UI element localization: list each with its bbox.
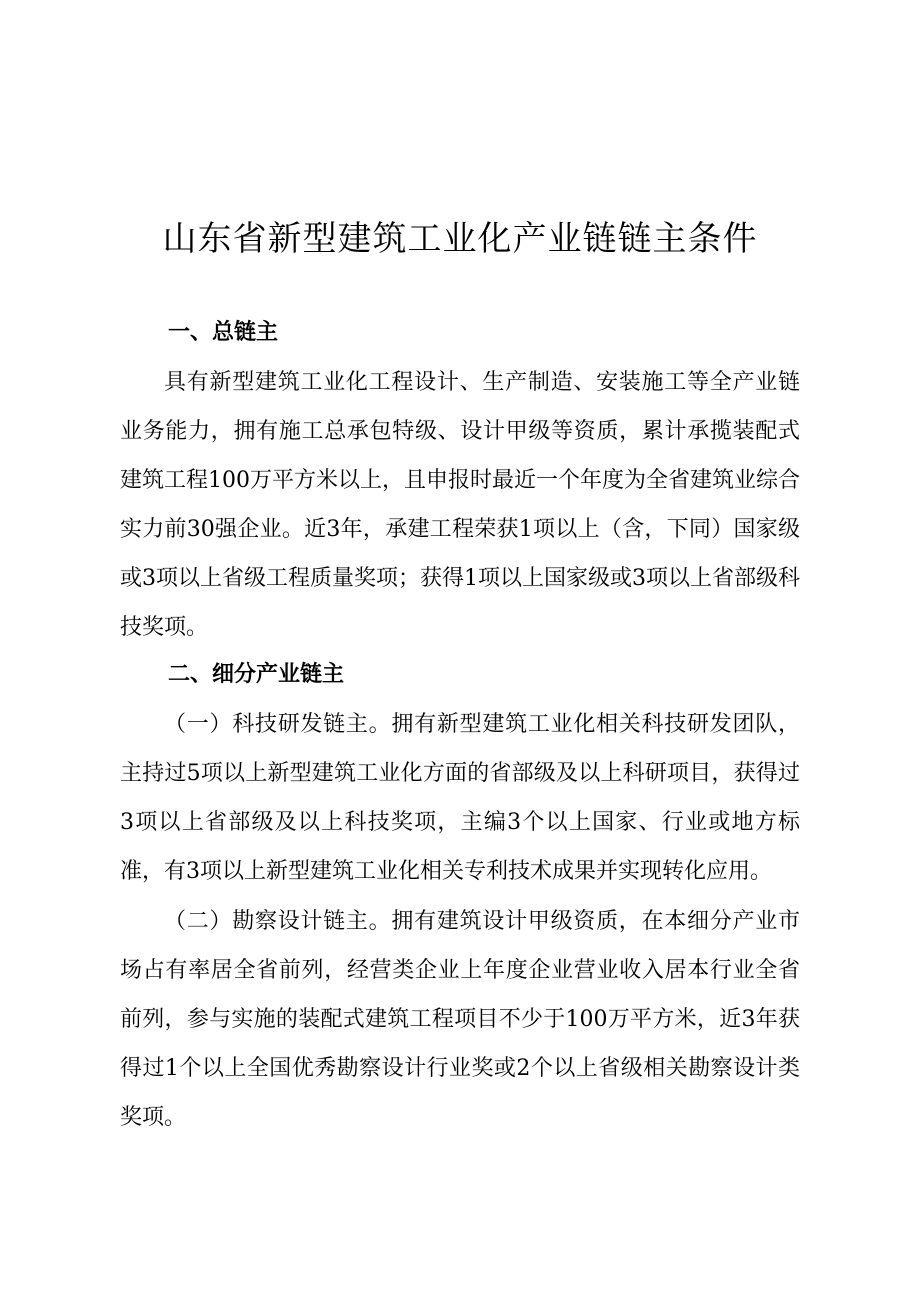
paragraph-general-chain-leader: 具有新型建筑工业化工程设计、生产制造、安装施工等全产业链业务能力，拥有施工总承包特级、设计甲级等资质，累计承揽装配式建筑工程100万平方米以上，且申报时最近一个年度为全省建筑业综合实力前30强企业。近3年，承建工程荣获1项以上（含，下同）国家级或3项以上省级工程质量奖项；获得1项以上国家级或3项以上省部级科技奖项。 <box>120 370 800 640</box>
paragraph-rd-chain-leader: （一）科技研发链主。拥有新型建筑工业化相关科技研发团队，主持过5项以上新型建筑工业化方面的省部级及以上科研项目，获得过3项以上省部级及以上科技奖项，主编3个以上国家、行业或地方标准，有3项以上新型建筑工业化相关专利技术成果并实现转化应用。 <box>120 712 800 884</box>
paragraph-survey-design-chain-leader: （二）勘察设计链主。拥有建筑设计甲级资质，在本细分产业市场占有率居全省前列，经营类企业上年度企业营业收入居本行业全省前列，参与实施的装配式建筑工程项目不少于100万平方米，近3年获得过1个以上全国优秀勘察设计行业奖或2个以上省级相关勘察设计类奖项。 <box>120 909 800 1130</box>
document-title: 山东省新型建筑工业化产业链链主条件 <box>162 219 758 259</box>
section-heading-segment-chain-leaders: 二、细分产业链主 <box>168 662 345 687</box>
section-heading-general-chain-leader: 一、总链主 <box>168 320 279 345</box>
